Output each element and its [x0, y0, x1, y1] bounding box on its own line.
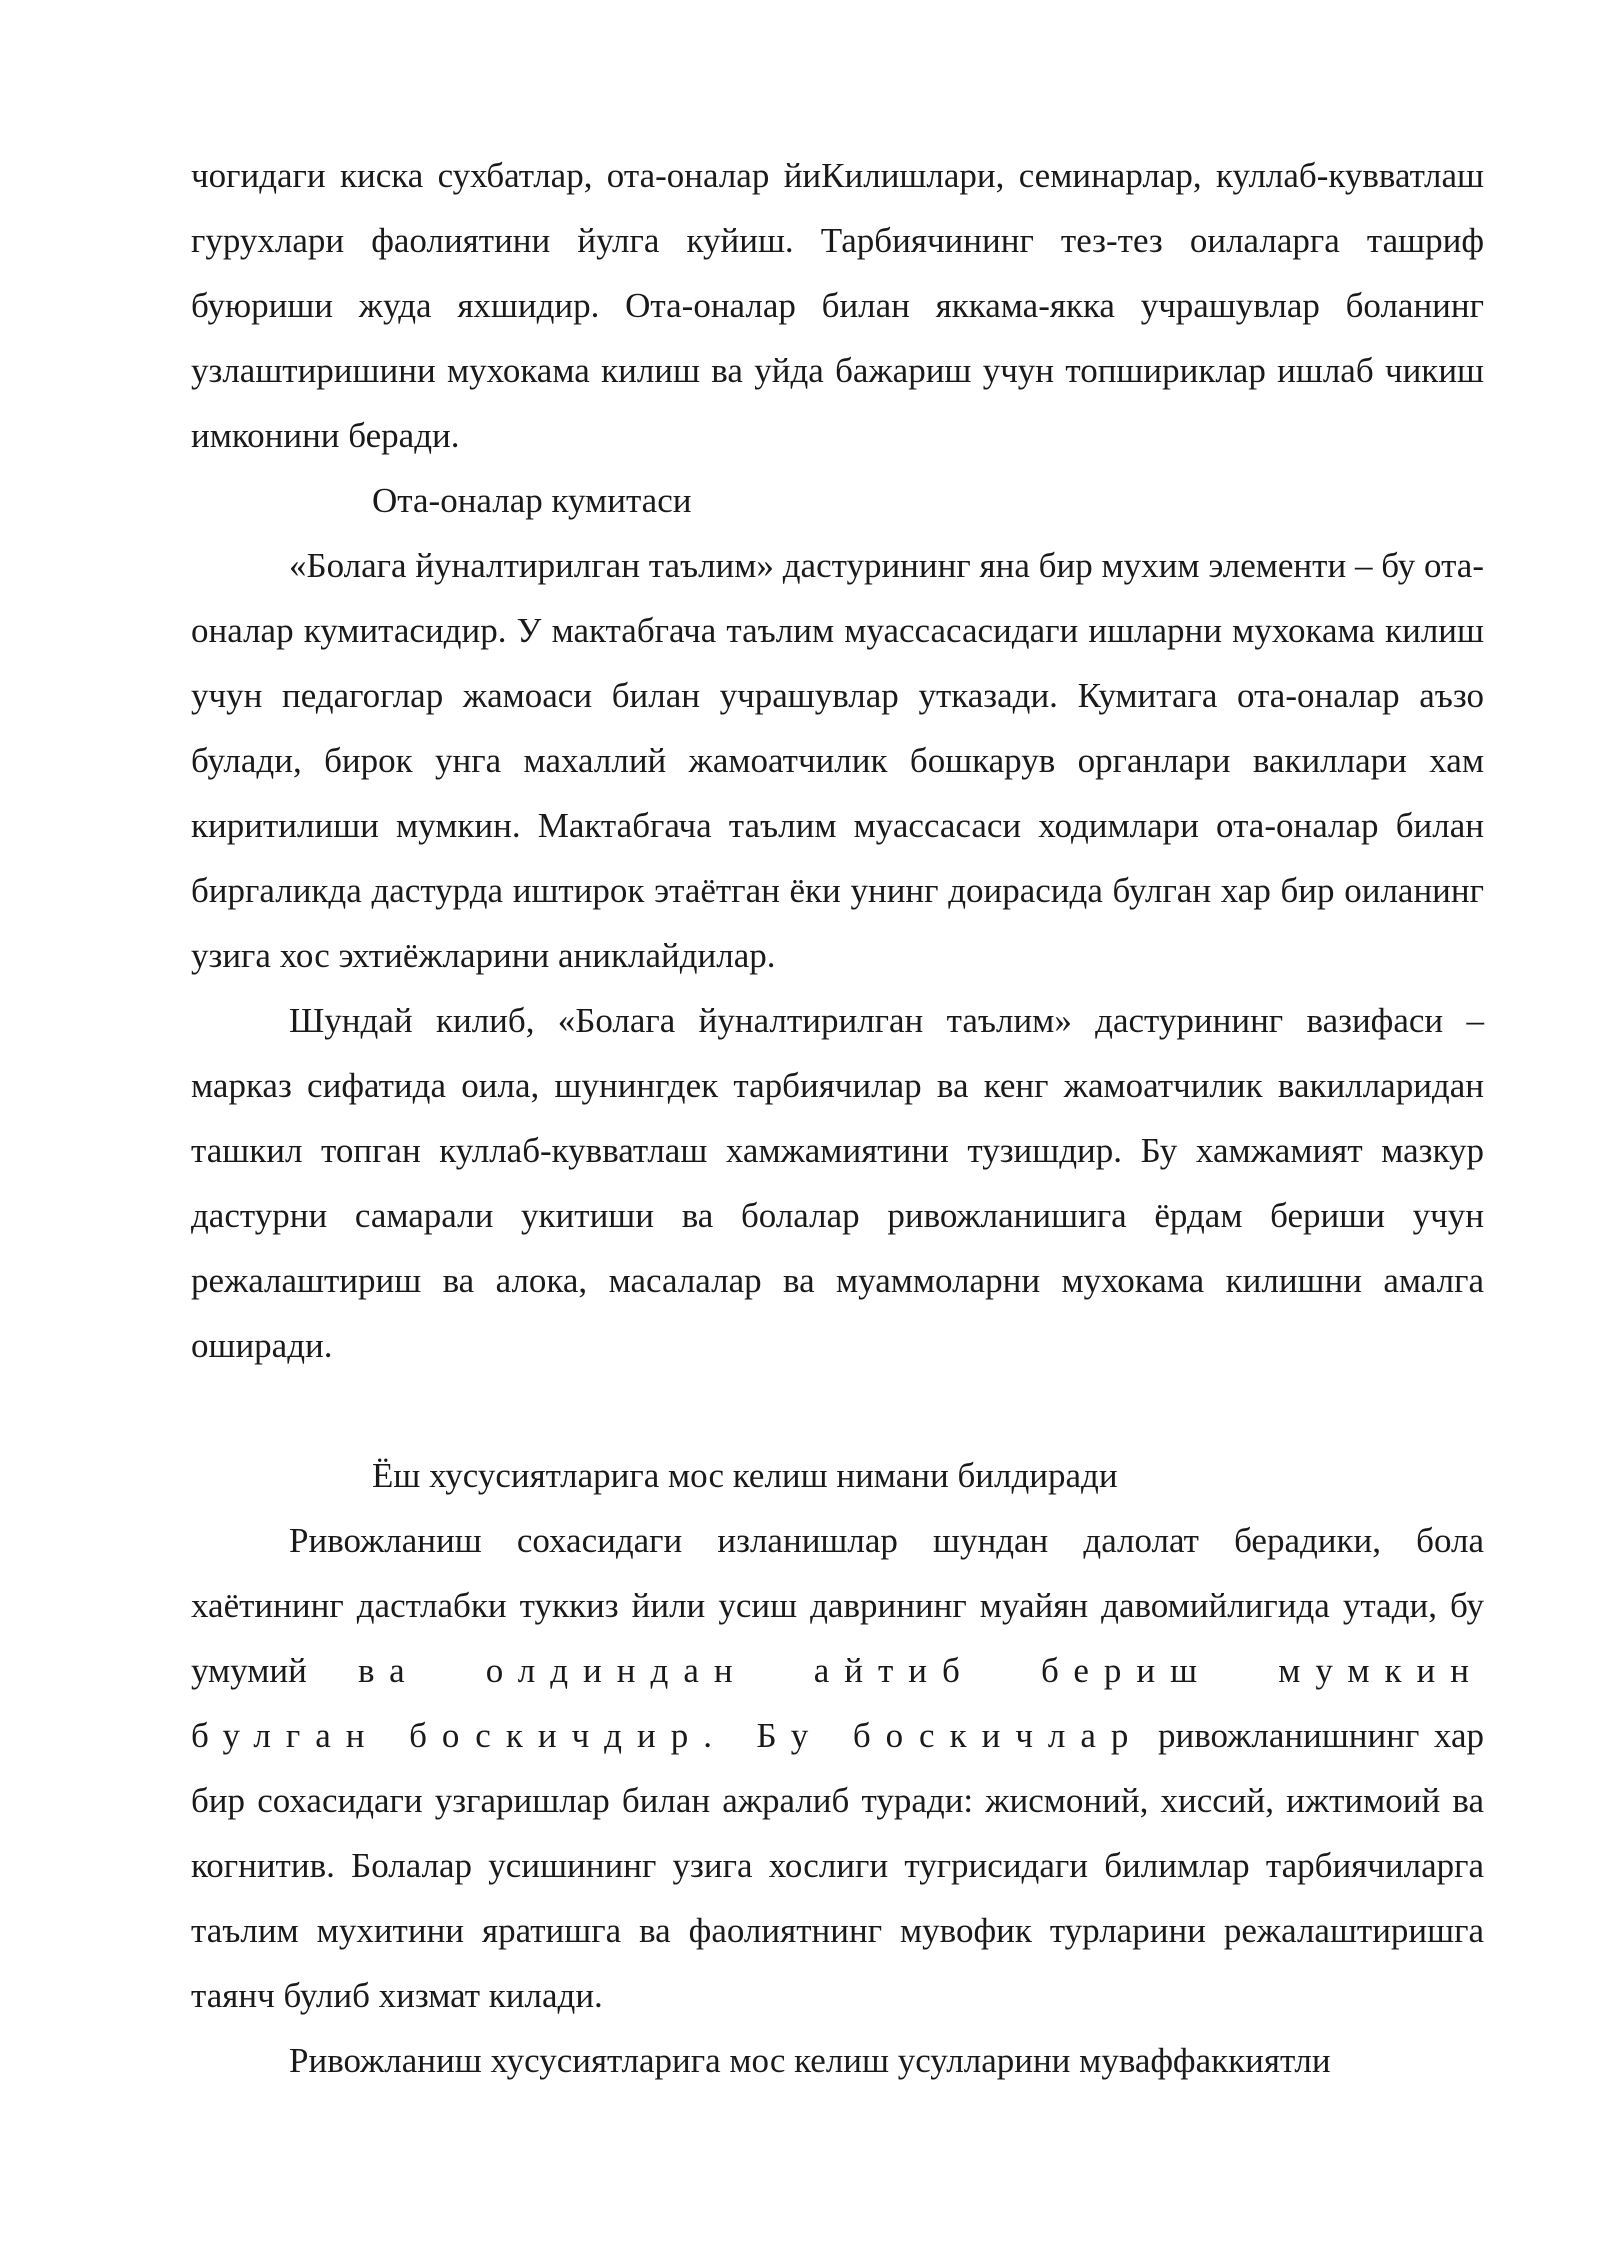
paragraph-text-spaced: ва олдиндан айтиб бериш мумкин булган боскичдир. Бу боскичлар	[191, 1651, 1485, 1755]
page-body	[191, 143, 1484, 2093]
paragraph-parents-committee: «Болага йуналтирилган таълим» дастурининг яна бир мухим элементи – бу ота- оналар кумитасидир. У мактабгача таълим муассасасидаги ишларни мухокама килиш учун педагоглар жамоаси билан учрашувлар утказади. Кумитага ота-оналар аъзо булади, бирок унга махаллий жамоатчилик бошкарув органлари вакиллари хам киритилиши мумкин. Мактабгача таълим муассасаси ходимлари ота-оналар билан биргаликда дастурда иштирок этаётган ёки унинг доирасида булган хар бир оиланинг узига хос эхтиёжларини аниклайдилар.	[191, 546, 1484, 975]
paragraph-text-start: Ривожланиш сохасидаги изланишлар шундан далолат берадики, бола хаётининг дастлабки туккиз йили усиш даврининг муайян давомийлигида утади, бу умумий	[191, 1521, 1484, 1690]
paragraph-development-methods: Ривожланиш хусусиятларига мос келиш усулларини муваффаккиятли	[289, 2041, 1331, 2080]
paragraph-text-end: ривожланишнинг хар бир сохасидаги узгаришлар билан ажралиб туради: жисмоний, хиссий, ижтимоий ва когнитив. Болалар усишининг узига хослиги тугрисидаги билимлар тарбиячиларга таълим мухитини яратишга ва фаолиятнинг мувофик турларини режалаштиришга таянч булиб хизмат килади.	[191, 1716, 1484, 2015]
section-heading-parents-committee: Ота-оналар кумитаси	[372, 481, 692, 520]
paragraph-program-task: Шундай килиб, «Болага йуналтирилган таълим» дастурининг вазифаси – марказ сифатида оила, шунингдек тарбиячилар ва кенг жамоатчилик вакилларидан ташкил топган куллаб-кувватлаш хамжамиятини тузишдир. Бу хамжамият мазкур дастурни самарали укитиши ва болалар ривожланишига ёрдам бериши учун режалаштириш ва алока, масалалар ва муаммоларни мухокама килишни амалга оширади.	[191, 1001, 1484, 1365]
paragraph-intro-continued: чогидаги киска сухбатлар, ота-оналар йиКилишлари, семинарлар, куллаб-кувватлаш гурухлари фаолиятини йулга куйиш. Тарбиячининг тез-тез оилаларга ташриф буюриши жуда яхшидир. Ота-оналар билан яккама-якка учрашувлар боланинг узлаштиришини мухокама килиш ва уйда бажариш учун топшириклар ишлаб чикиш имконини беради.	[191, 156, 1484, 455]
paragraph-development-research	[191, 1508, 1484, 2028]
blank-line	[191, 1378, 1484, 1443]
section-heading-age-appropriateness: Ёш хусусиятларига мос келиш нимани билдиради	[372, 1456, 1118, 1495]
